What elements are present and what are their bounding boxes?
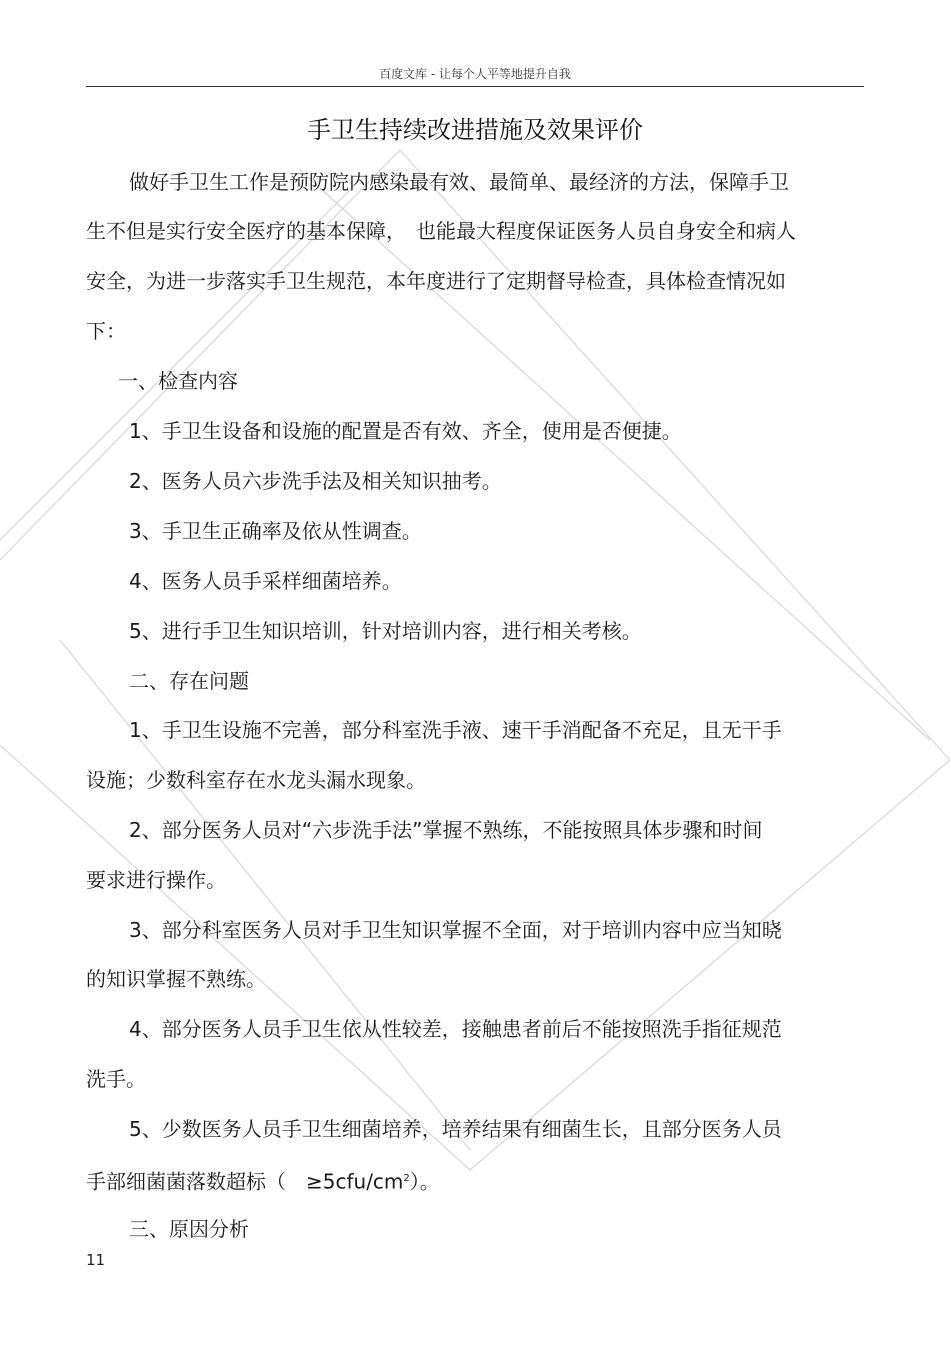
page-number: 11 (86, 1251, 106, 1269)
superscript: 2 (403, 1173, 410, 1184)
list-item-continuation: 洗手。 (86, 1067, 146, 1091)
list-item-continuation: 的知识掌握不熟练。 (86, 967, 266, 991)
paragraph-line: 做好手卫生工作是预防院内感染最有效、最简单、最经济的方法，保障手卫 (129, 170, 789, 194)
section-heading: 一、检查内容 (118, 369, 238, 393)
list-item: 4、部分医务人员手卫生依从性较差，接触患者前后不能按照洗手指征规范 (129, 1017, 782, 1041)
list-item-continuation: 设施；少数科室存在水龙头漏水现象。 (86, 768, 426, 792)
list-item-continuation (86, 1164, 440, 1197)
list-item-continuation: 要求进行操作。 (86, 868, 226, 892)
text-span: ）。 (409, 1169, 440, 1194)
list-item: 2、医务人员六步洗手法及相关知识抽考。 (129, 469, 502, 493)
document-title: 手卫生持续改进措施及效果评价 (307, 116, 643, 144)
list-item: 5、少数医务人员手卫生细菌培养，培养结果有细菌生长，且部分医务人员 (129, 1117, 782, 1141)
section-heading: 三、原因分析 (129, 1217, 249, 1241)
paragraph-line: 安全，为进一步落实手卫生规范，本年度进行了定期督导检查，具体检查情况如 (86, 269, 786, 293)
list-item: 3、手卫生正确率及依从性调查。 (129, 519, 422, 543)
paragraph-line: 下： (86, 319, 126, 343)
page-header: 百度文库 - 让每个人平等地提升自我 (86, 62, 864, 87)
text-span: 手部细菌菌落数超标（ ≥5cfu/cm (86, 1169, 404, 1194)
list-item: 4、医务人员手采样细菌培养。 (129, 569, 402, 593)
list-item: 1、手卫生设备和设施的配置是否有效、齐全，使用是否便捷。 (129, 419, 682, 443)
paragraph-line: 生不但是实行安全医疗的基本保障， 也能最大程度保证医务人员自身安全和病人 (86, 219, 796, 243)
list-item: 3、部分科室医务人员对手卫生知识掌握不全面，对于培训内容中应当知晓 (129, 918, 782, 942)
list-item: 1、手卫生设施不完善，部分科室洗手液、速干手消配备不充足，且无干手 (129, 718, 782, 742)
list-item: 2、部分医务人员对“六步洗手法”掌握不熟练，不能按照具体步骤和时间 (129, 818, 763, 842)
list-item: 5、进行手卫生知识培训，针对培训内容，进行相关考核。 (129, 619, 642, 643)
section-heading: 二、存在问题 (129, 669, 249, 693)
